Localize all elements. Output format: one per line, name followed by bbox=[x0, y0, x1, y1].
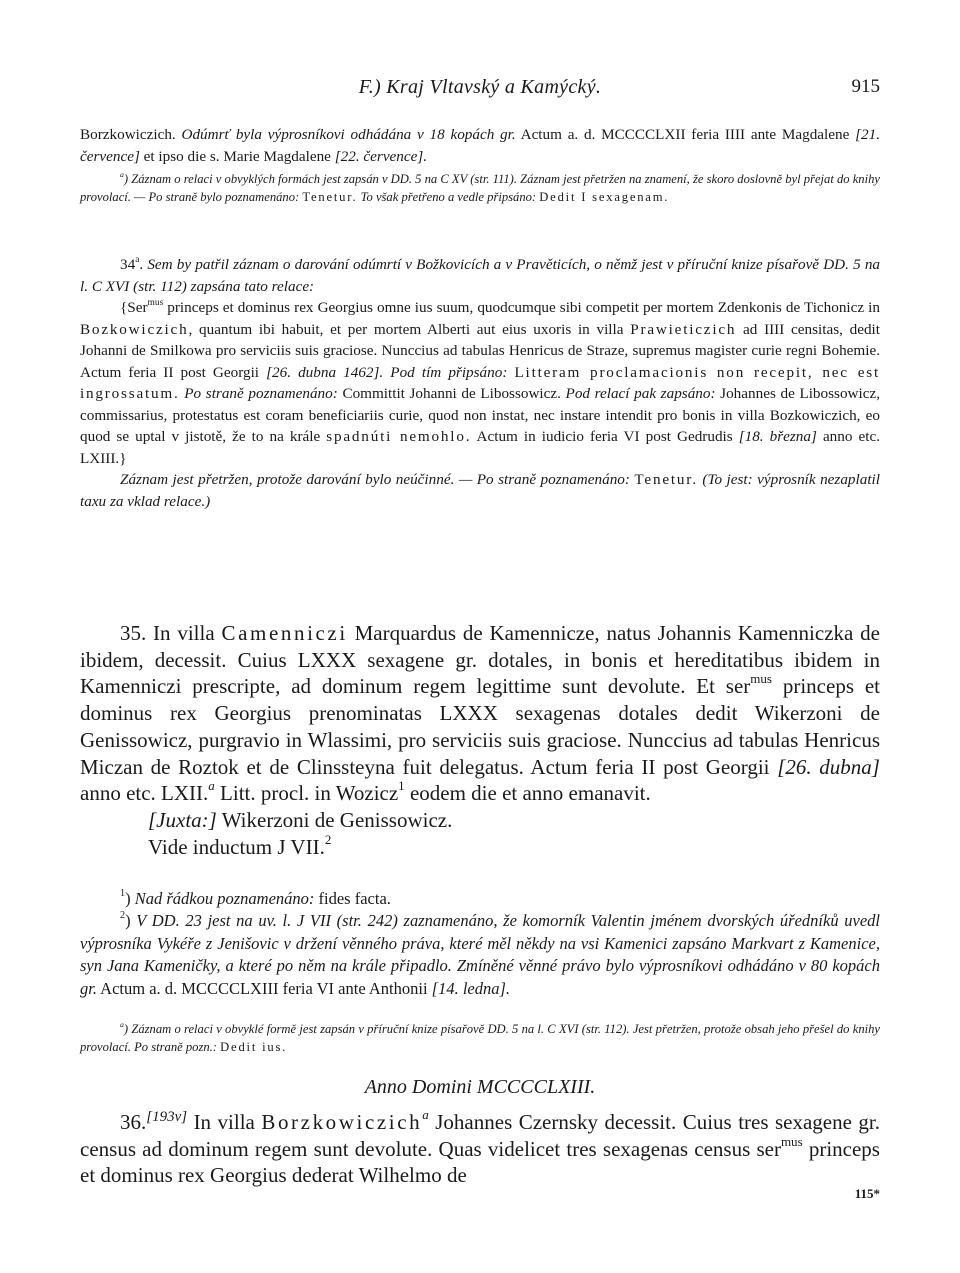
vide-note: Vide inductum J VII.$^2$ bbox=[148, 831, 332, 859]
entry-36: 36.[193v] In villa Borzkowiczich$^a$ Johannes Czernsky decessit. Cuius tres sexagene gr. census ad dominum regem sunt devolute. Quas videlicet tres sexagenas census ser$^{mus}$ princeps et dominus rex Georgius dederat Wilhelmo de bbox=[80, 1107, 880, 1188]
footnote-a-previous: $^a$) Záznam o relaci v obvyklých formách jest zapsán v DD. 5 na C XV (str. 111). Záznam jest přetržen na znamení, že skoro doslovně byl přejat do knihy provolací. — Po straně bylo poznamenáno: Tenetur. To však přetřeno a vedle připsáno: Dedit I sexagenam. bbox=[80, 169, 880, 204]
page-number: 915 bbox=[851, 76, 880, 97]
juxta-note: [Juxta:] Wikerzoni de Genissowicz. bbox=[148, 807, 453, 832]
previous-entry-continuation: Borzkowiczich. Odúmrť byla výprosníkovi odhádána v 18 kopách gr. Actum a. d. MCCCCLXII feria IIII ante Magdalene [21. července] et ipso die s. Marie Magdalene [22. července]. bbox=[80, 126, 881, 165]
editor-comment: Záznam jest přetržen, protože darování bylo neúčinné. — Po straně poznamenáno: Tenetur. (To jest: výprosník nezaplatil taxu za vklad relace.) bbox=[80, 471, 880, 510]
footnote-2: $^2$) V DD. 23 jest na uv. l. J VII (str. 242) zaznamenáno, že komorník Valentin jménem dvorských úředníků uvedl výprosníka Vykéře z Jenišovic v držení věnného práva, které měl někdy na vsi Kamenici zapsáno Markvart z Kamenice, syn Jana Kameničky, a které po něm na krále připadlo. Zmíněné věnné právo bylo výprosníkovi odhádáno v 80 kopách gr. Actum a. d. MCCCCLXIII feria VI ante Anthonii [14. ledna]. bbox=[80, 910, 880, 998]
folio-mark: [193v] bbox=[146, 1109, 188, 1125]
entry-number: 36. bbox=[120, 1110, 147, 1134]
footnote-1: $^1$) Nad řádkou poznamenáno: fides facta. bbox=[120, 887, 391, 908]
entry-number: 34$^a$. bbox=[120, 254, 144, 273]
relation-text: {Ser$^{mus}$ princeps et dominus rex Georgius omne ius suum, quodcumque sibi competit per mortem Zdenkonis de Tichonicz in Bozkowiczich, quantum ibi habuit, et per mortem Alberti aut eius uxoris in villa Prawieticzich ad IIII censitas, dedit Johanni de Smilkowa pro serviciis suis graciose. Nunccius ad tabulas Henricus de Straze, supremus magister curie regni Bohemie. Actum feria II post Georgii [26. dubna 1462]. Pod tím připsáno: Litteram proclamacionis non recepit, nec est ingrossatum. Po straně poznamenáno: Committit Johanni de Libossowicz. Pod relací pak zapsáno: Johannes de Libossowicz, commissarius, protestatus est coram beneficiariis curie, quod non instat, nec instare intendit pro bonis in villa Bozkowiczich, eo quod se uptal v jistotě, že to na krále spadnúti nemohlo. Actum in iudicio feria VI post Gedrudis [18. března] anno etc. LXIII.} bbox=[80, 297, 881, 467]
printer-signature: 115* bbox=[854, 1186, 880, 1201]
page-header bbox=[80, 76, 880, 100]
running-title: F.) Kraj Vltavský a Kamýcký. bbox=[358, 76, 602, 98]
entry-35: 35. In villa Camenniczi Marquardus de Kamennicze, natus Johannis Kamenniczka de ibidem, decessit. Cuius LXXX sexagene gr. dotales, in bonis et hereditatibus ibidem in Kamenniczi prescripte, ad dominum regem legittime sunt devolute. Et ser$^{mus}$ princeps et dominus rex Georgius prenominatas LXXX sexagenas dotales dedit Wikerzoni de Genissowicz, purgravio in Wlassimi, pro serviciis suis graciose. Nunccius ad tabulas Henricus Miczan de Roztok et de Clinssteyna fuit delegatus. Actum feria II post Georgii [26. dubna] anno etc. LXII.$^a$ Litt. procl. in Wozicz$^1$ eodem die et anno emanavit. [Juxta:] Wikerzoni de Genissowicz. Vide inductum J VII.$^2$ bbox=[80, 621, 880, 859]
entry-number: 35. bbox=[120, 621, 147, 645]
entry-35-footnotes bbox=[80, 888, 880, 1000]
footnote-a-entry-35: $^a$) Záznam o relaci v obvyklé formě jest zapsán v příruční knize písařově DD. 5 na l. C XVI (str. 112). Jest přetržen, protože obsah jeho přešel do knihy provolací. Po straně pozn.: Dedit ius. bbox=[80, 1019, 880, 1054]
entry-34a: 34$^a$. Sem by patřil záznam o darování odúmrtí v Božkovicích a v Pravěticích, o němž jest v příruční knize písařově DD. 5 na l. C XVI (str. 112) zapsána tato relace: {Ser$^{mus}$ princeps et dominus rex Georgius omne ius suum, quodcumque sibi competit per mortem Zdenkonis de Tichonicz in Bozkowiczich, quantum ibi habuit, et per mortem Alberti aut eius uxoris in villa Prawieticzich ad IIII censitas, dedit Johanni de Smilkowa pro serviciis suis graciose. Nunccius ad tabulas Henricus de Straze, supremus magister curie regni Bohemie. Actum feria II post Georgii [26. dubna 1462]. Pod tím připsáno: Litteram proclamacionis non recepit, nec est ingrossatum. Po straně poznamenáno: Committit Johanni de Libossowicz. Pod relací pak zapsáno: Johannes de Libossowicz, commissarius, protestatus est coram beneficiariis curie, quod non instat, nec instare intendit pro bonis in villa Bozkowiczich, eo quod se uptal v jistotě, že to na krále spadnúti nemohlo. Actum in iudicio feria VI post Gedrudis [18. března] anno etc. LXIII.} Záznam jest přetržen, protože darování bylo neúčinné. — Po straně poznamenáno: Tenetur. (To jest: výprosník nezaplatil taxu za vklad relace.) bbox=[80, 254, 880, 512]
year-heading: Anno Domini MCCCCLXIII. bbox=[364, 1076, 596, 1098]
